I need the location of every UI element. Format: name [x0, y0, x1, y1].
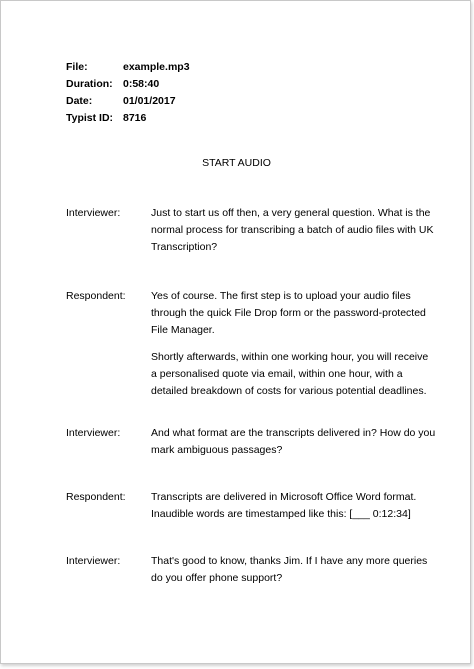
duration-value: 0:58:40	[123, 78, 160, 90]
typist-label: Typist ID:	[66, 112, 114, 124]
file-row	[66, 59, 190, 76]
date-value: 01/01/2017	[123, 95, 176, 107]
start-audio-heading: START AUDIO	[202, 157, 271, 169]
speech-paragraph: Transcripts are delivered in Microsoft Office Word format. Inaudible words are timestamped like this: [___ 0:12:34]	[151, 491, 417, 520]
file-label: File:	[66, 61, 88, 73]
speech-paragraph: Yes of course. The first step is to upload your audio files through the quick File Drop form or the password-protected File Manager.	[151, 290, 426, 336]
speech-paragraph: Just to start us off then, a very general question. What is the normal process for transcribing a batch of audio files with UK Transcription?	[151, 207, 434, 253]
speech-text	[151, 425, 436, 469]
speaker-label: Interviewer:	[66, 207, 121, 219]
speaker-label: Interviewer:	[66, 427, 121, 439]
speech-text	[151, 553, 436, 597]
typist-row	[66, 110, 190, 127]
file-value: example.mp3	[123, 61, 190, 73]
typist-value: 8716	[123, 112, 147, 124]
speaker-label: Respondent:	[66, 290, 126, 302]
speech-text	[151, 489, 436, 533]
speech-paragraph: That's good to know, thanks Jim. If I have any more queries do you offer phone support?	[151, 555, 428, 584]
duration-row	[66, 76, 190, 93]
speech-paragraph: Shortly afterwards, within one working hour, you will receive a personalised quote via email, within one hour, with a detailed breakdown of costs for various potential deadlines.	[151, 351, 429, 397]
speech-text	[151, 205, 436, 266]
speaker-label: Interviewer:	[66, 555, 121, 567]
speech-text	[151, 288, 436, 410]
duration-label: Duration:	[66, 78, 113, 90]
date-label: Date:	[66, 95, 93, 107]
date-row	[66, 93, 190, 110]
transcript-header	[66, 59, 190, 127]
speech-paragraph: And what format are the transcripts delivered in? How do you mark ambiguous passages?	[151, 427, 436, 456]
speaker-label: Respondent:	[66, 491, 126, 503]
